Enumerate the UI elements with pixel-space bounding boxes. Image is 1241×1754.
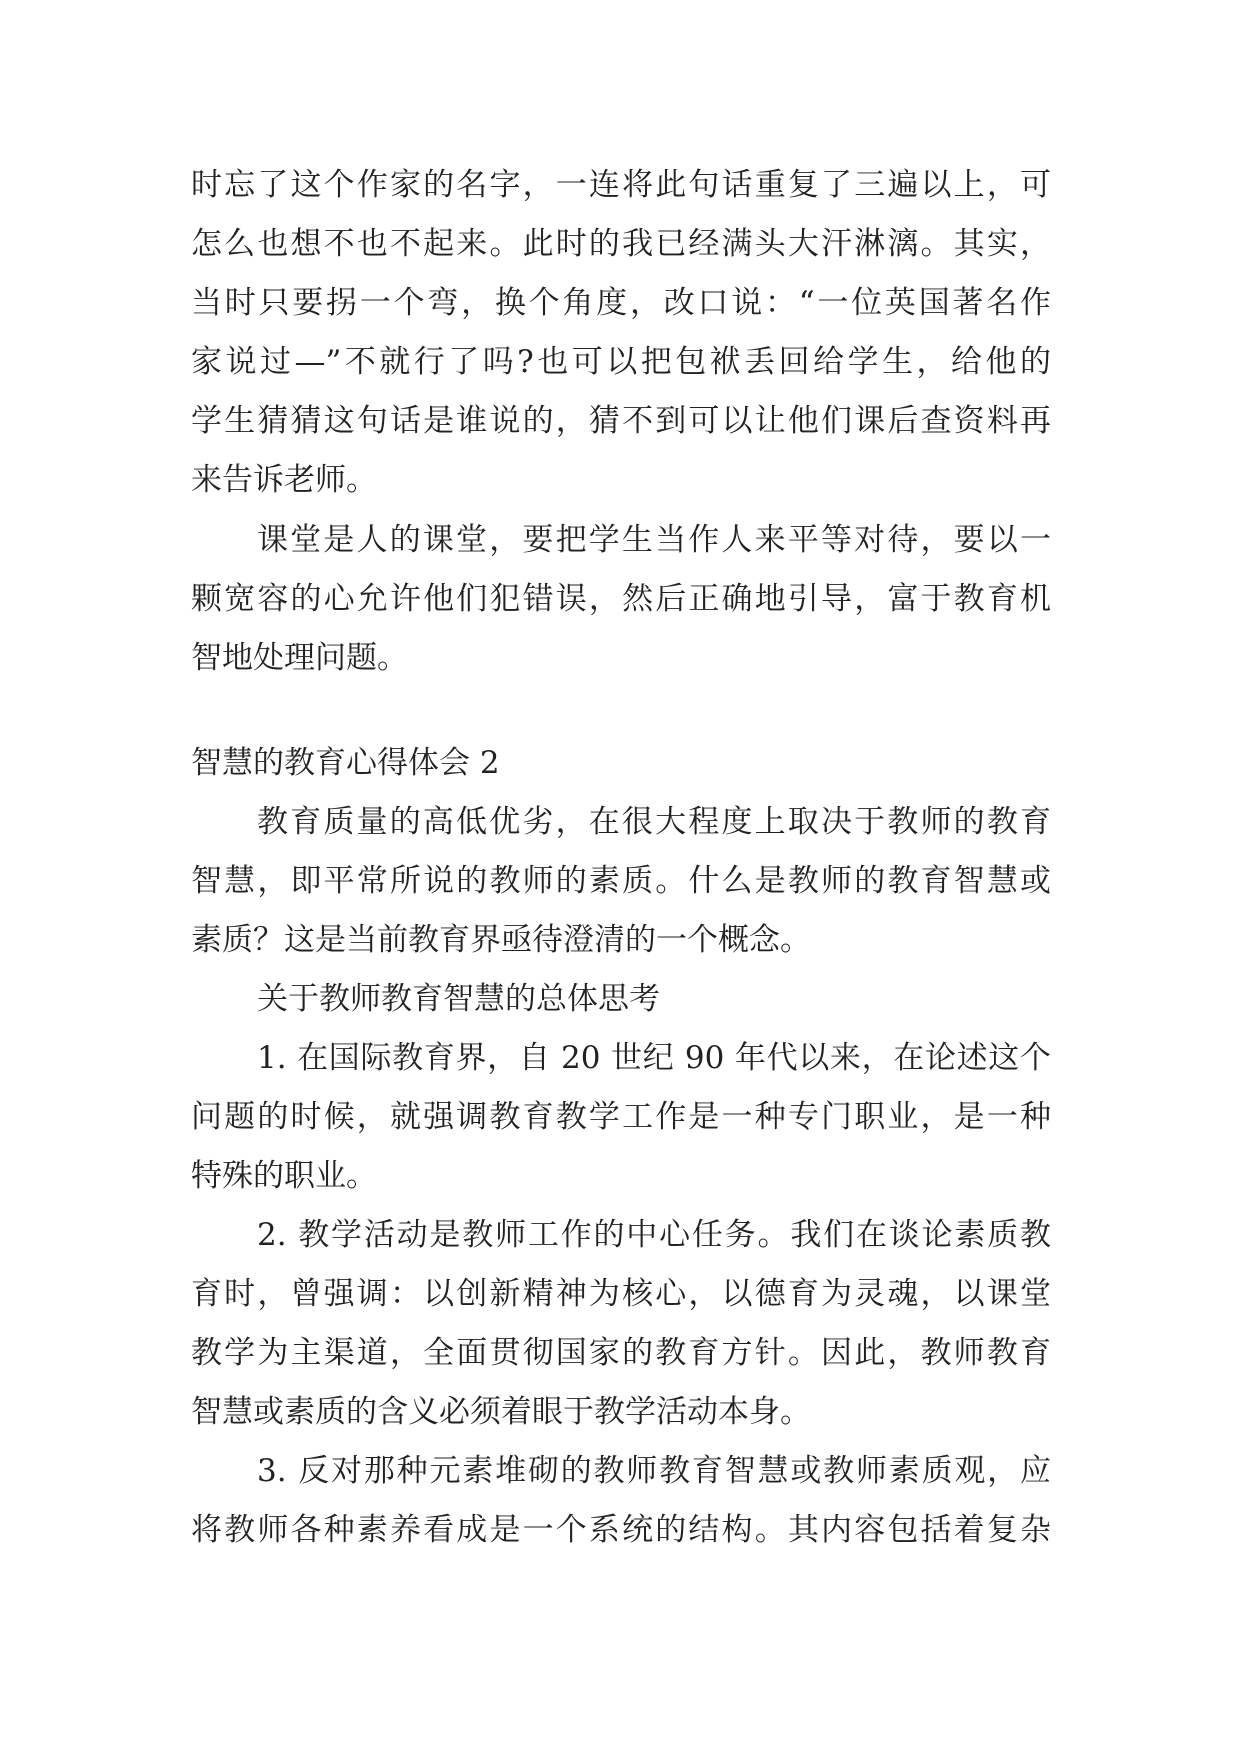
body-text-line: 来告诉老师。: [191, 462, 377, 498]
subheading-line: 关于教师教育智慧的总体思考: [257, 981, 660, 1017]
body-text-line: 颗宽容的心允许他们犯错误，然后正确地引导，富于教育机: [191, 581, 1051, 617]
body-text-line: 问题的时候，就强调教育教学工作是一种专门职业，是一种: [191, 1099, 1051, 1135]
numbered-item-first-line: 2. 教学活动是教师工作的中心任务。我们在谈论素质教: [257, 1217, 1051, 1253]
body-text-line: 将教师各种素养看成是一个系统的结构。其内容包括着复杂: [191, 1512, 1051, 1548]
body-text-line: 家说过—”不就行了吗?也可以把包袱丢回给学生，给他的: [191, 344, 1051, 380]
body-text-line: 当时只要拐一个弯，换个角度，改口说：“一位英国著名作: [191, 285, 1051, 321]
body-text-line: 智慧或素质的含义必须着眼于教学活动本身。: [191, 1394, 811, 1430]
body-text-line: 智慧，即平常所说的教师的素质。什么是教师的教育智慧或: [191, 863, 1051, 899]
body-text-line: 怎么也想不也不起来。此时的我已经满头大汗淋漓。其实，: [191, 226, 1051, 262]
body-text-line: 育时，曾强调：以创新精神为核心，以德育为灵魂，以课堂: [191, 1276, 1051, 1312]
body-text-line: 时忘了这个作家的名字，一连将此句话重复了三遍以上，可: [191, 167, 1051, 203]
body-text-line: 学生猜猜这句话是谁说的，猜不到可以让他们课后查资料再: [191, 403, 1051, 439]
numbered-item-first-line: 1. 在国际教育界，自 20 世纪 90 年代以来，在论述这个: [257, 1040, 1051, 1076]
paragraph-first-line: 教育质量的高低优劣，在很大程度上取决于教师的教育: [257, 804, 1051, 840]
body-text-line: 智地处理问题。: [191, 640, 408, 676]
paragraph-first-line: 课堂是人的课堂，要把学生当作人来平等对待，要以一: [257, 522, 1051, 558]
numbered-item-first-line: 3. 反对那种元素堆砌的教师教育智慧或教师素质观，应: [257, 1453, 1051, 1489]
section-heading: 智慧的教育心得体会 2: [191, 745, 500, 781]
body-text-line: 素质？这是当前教育界亟待澄清的一个概念。: [191, 922, 811, 958]
body-text-line: 教学为主渠道，全面贯彻国家的教育方针。因此，教师教育: [191, 1335, 1051, 1371]
body-text-line: 特殊的职业。: [191, 1158, 377, 1194]
